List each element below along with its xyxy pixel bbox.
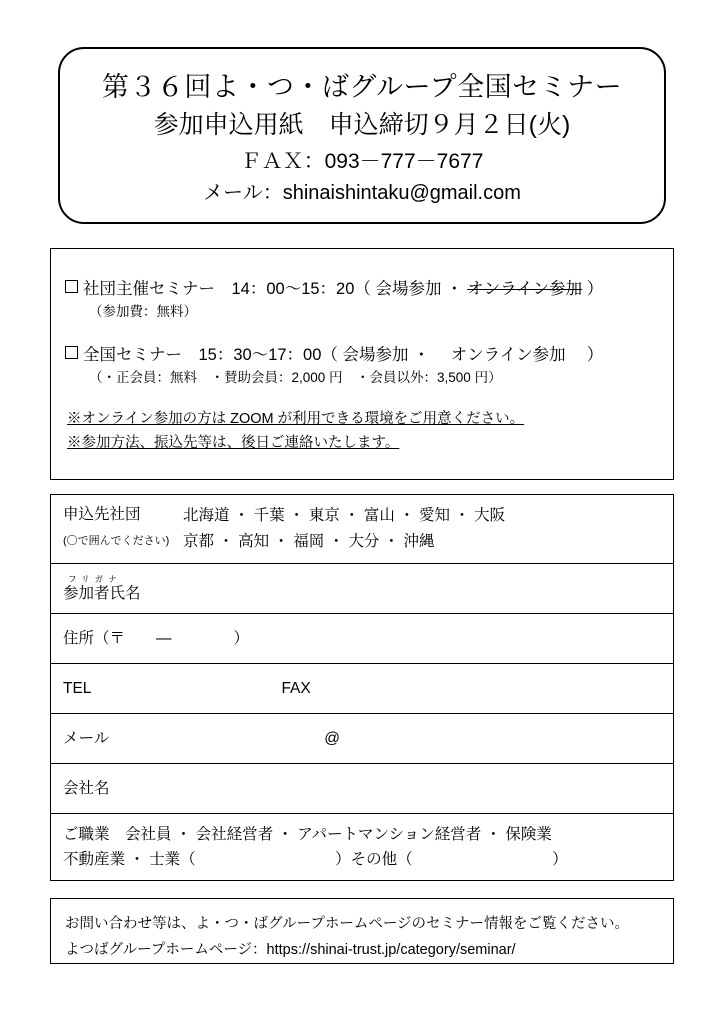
application-form-table <box>50 494 674 881</box>
cell-company[interactable] <box>51 764 674 814</box>
table-row-occupation <box>51 814 674 881</box>
furigana-label: フリガナ <box>68 573 122 584</box>
cell-tel-fax[interactable] <box>51 664 674 714</box>
organization-instruction: (〇で囲んでください) <box>63 535 170 547</box>
fax-number: ＦＡＸ：093－777－7677 <box>240 150 484 173</box>
cell-occupation[interactable] <box>51 814 674 881</box>
option-corporate-online-strikethrough: オンライン参加 <box>467 280 583 298</box>
form-subtitle-deadline: 参加申込用紙 申込締切９月２日(火) <box>153 111 571 139</box>
organization-label: 申込先社団 <box>63 506 141 523</box>
table-row-organization <box>51 495 674 564</box>
option-row-national-seminar[interactable] <box>65 343 649 367</box>
cell-name[interactable] <box>51 564 674 614</box>
checkbox-national-seminar[interactable] <box>65 346 78 359</box>
occupation-line2: 不動産業 ・ 士業（ ）その他（ ） <box>63 851 568 868</box>
option-corporate-seminar-label: 社団主催セミナー 14：00～15：20（ 会場参加 ・ <box>83 280 468 298</box>
mail-at-symbol: @ <box>324 729 340 747</box>
company-label: 会社名 <box>63 779 110 797</box>
footer-box <box>50 898 674 964</box>
option-corporate-seminar-tail: ） <box>582 280 604 298</box>
cell-organization[interactable] <box>51 495 674 564</box>
table-row-mail <box>51 714 674 764</box>
mail-label: メール <box>63 729 110 747</box>
email-address: メール：shinaishintaku@gmail.com <box>203 182 521 204</box>
checkbox-corporate-seminar[interactable] <box>65 280 78 293</box>
footer-homepage-url[interactable]: よつばグループホームページ：https://shinai-trust.jp/category/seminar/ <box>65 942 516 958</box>
fax-label: FAX <box>281 679 311 697</box>
option-national-seminar-label: 全国セミナー 15：30～17：00（ 会場参加 ・ オンライン参加 ） <box>83 346 604 364</box>
notes-block <box>65 407 649 455</box>
note-payment-info: ※参加方法、振込先等は、後日ご連絡いたします。 <box>67 435 400 451</box>
cell-mail[interactable] <box>51 714 674 764</box>
note-zoom-requirement: ※オンライン参加の方は ZOOM が利用できる環境をご用意ください。 <box>67 411 525 427</box>
organization-list-line2: 京都 ・ 高知 ・ 福岡 ・ 大分 ・ 沖縄 <box>183 533 435 550</box>
seminar-title: 第３６回よ・つ・ばグループ全国セミナー <box>101 72 623 102</box>
table-row-company <box>51 764 674 814</box>
occupation-line1: ご職業 会社員 ・ 会社経営者 ・ アパートマンション経営者 ・ 保険業 <box>63 826 552 843</box>
cell-address[interactable] <box>51 614 674 664</box>
occupation-cell-content <box>51 814 673 880</box>
option-national-seminar-fee: （・正会員：無料 ・賛助会員：2,000 円 ・会員以外：3,500 円） <box>89 370 502 385</box>
tel-label: TEL <box>63 679 92 697</box>
participant-name-label: 参加者氏名 <box>63 584 141 602</box>
table-row-address <box>51 614 674 664</box>
mail-cell-content <box>51 719 673 759</box>
table-row-tel-fax <box>51 664 674 714</box>
address-label: 住所（〒 ― ） <box>63 629 250 647</box>
organization-cell-second-line <box>63 529 661 555</box>
name-cell-content <box>51 566 673 612</box>
spacer <box>65 323 649 343</box>
organization-cell-content <box>51 495 673 563</box>
footer-contact-note: お問い合わせ等は、よ・つ・ばグループホームページのセミナー情報をご覧ください。 <box>65 916 630 932</box>
tel-fax-cell-content <box>51 669 673 709</box>
organization-list-line1: 北海道 ・ 千葉 ・ 東京 ・ 富山 ・ 愛知 ・ 大阪 <box>183 507 506 524</box>
seminar-options-box <box>50 248 674 480</box>
header-box <box>58 47 666 224</box>
option-corporate-seminar-fee: （参加費：無料） <box>89 304 197 319</box>
table-row-name <box>51 564 674 614</box>
option-row-corporate-seminar[interactable] <box>65 277 649 301</box>
